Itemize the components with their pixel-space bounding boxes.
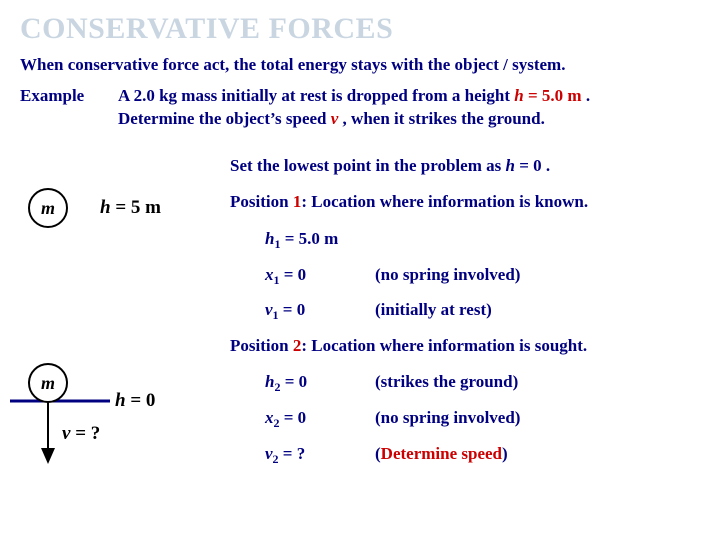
mass-bottom: m	[28, 363, 68, 403]
height-bottom-label: h = 0	[115, 390, 156, 411]
var-v: v	[330, 109, 339, 128]
position-1-heading: Position 1: Location where information is known.	[230, 192, 589, 211]
mass-top: m	[28, 188, 68, 228]
example-line-2: Determine the object’s speed v , when it strikes the ground.	[118, 109, 545, 128]
velocity-label: v = ?	[62, 423, 101, 444]
lowest-point-note: Set the lowest point in the problem as h = 0 .	[230, 156, 551, 175]
position-2-heading: Position 2: Location where information is sought.	[230, 336, 588, 355]
position-1-x: $x_1 = 0$	[265, 265, 307, 287]
height-top-label: h = 5 m	[100, 197, 161, 218]
position-2-h-note: (strikes the ground)	[375, 372, 519, 391]
subtitle: When conservative force act, the total energy stays with the object / system.	[20, 55, 566, 74]
position-1-v-note: (initially at rest)	[375, 300, 492, 319]
position-2-x: $x_2 = 0$	[265, 408, 307, 430]
velocity-arrow-head	[41, 448, 55, 464]
page-title: CONSERVATIVE FORCES	[20, 12, 394, 45]
position-2-v: $v_2$ = ?	[265, 444, 306, 466]
position-2-h: $h_2 = 0$	[265, 372, 308, 394]
example-line-1: A 2.0 kg mass initially at rest is dropped from a height h = 5.0 m .	[118, 86, 591, 105]
position-2-v-note: (Determine speed)	[375, 444, 508, 463]
position-1-x-note: (no spring involved)	[375, 265, 521, 284]
var-h: h	[514, 86, 524, 105]
example-label: Example	[20, 86, 85, 105]
position-2-x-note: (no spring involved)	[375, 408, 521, 427]
position-1-h: $h_1 = 5.0$ m	[265, 229, 339, 251]
position-1-v: $v_1 = 0$	[265, 300, 306, 322]
